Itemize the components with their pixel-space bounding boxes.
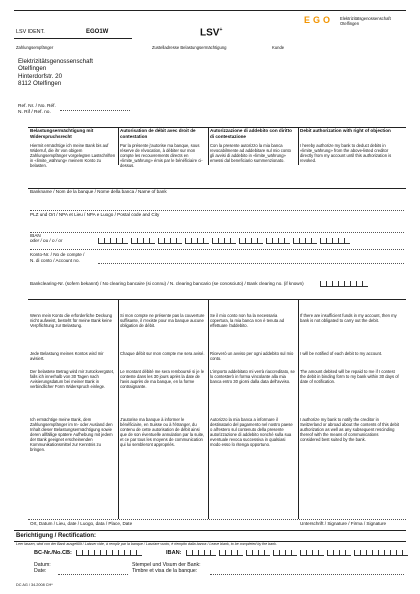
para-2-it: Riceverò un avviso per ogni addebito sul mio conto.: [210, 351, 294, 361]
payee-address: [18, 58, 93, 87]
para-3-en: The amount debited will be repaid to me if I contest the debit in binding form to my bank within 30 days of date of notification.: [300, 369, 399, 384]
stempel-label: Stempel und Visum der Bank:: [132, 562, 201, 568]
rect-iban-boxes[interactable]: [186, 550, 408, 556]
company-line2: Otelfingen: [340, 21, 360, 26]
konto-input-line[interactable]: [98, 263, 404, 264]
payee-address-line: 8112 Otelfingen: [18, 79, 62, 87]
footer-code: DC AG / 34.2008 CH*: [16, 583, 53, 587]
col-body-en: I hereby authorize my bank to deduct debits in «limite_währung» from the above-listed creditor directly from my account until this authorization is revoked.: [300, 143, 392, 163]
para-4-de: Ich ermächtige meine Bank, dem Zahlungsempfänger im In- oder Ausland den Inhalt dieser Belastungsermächtigung sowie deren allfällige spätere Aufhebung mit jedem der Bank geeignet erscheinenden Kommunikationsmittel zur Kenntnis zu bringen.: [30, 417, 113, 452]
plz-input-line[interactable]: [30, 232, 404, 233]
form-label: LSV IDENT.: [16, 29, 45, 35]
bank-label: Bankname / Nom de la banque / Nome della banca / Name of bank: [30, 189, 167, 194]
ref-label: Ref. Nr. / No. Réf.: [18, 104, 56, 109]
para-divider: [208, 299, 209, 519]
rect-iban-label: IBAN:: [166, 550, 182, 556]
top-rule: [14, 10, 406, 11]
col-body-it: Con la presente autorizzo la mia banca revocabilmente ad addebitare sul mio conto gli avvisi di addebito in «limite_währung» emessi dal beneficiario summenzionato.: [210, 143, 292, 163]
para-divider: [298, 299, 299, 519]
clearing-rule: [28, 299, 406, 300]
para-4-en: I authorize my bank to notify the creditor in Switzerland or abroad about the contents of this debit authorization as well as any subsequent rescinding thereof with the means of communications considered best suited by the bank.: [300, 417, 399, 442]
ident-value: EGO1W: [86, 29, 109, 35]
zustelladresse-label: Zustelladresse Belastungsermächtigung: [152, 45, 227, 50]
para-2-de: Jede Belastung meines Kontos wird mir avisiert.: [30, 351, 104, 361]
para-4-it: Autorizzo la mia banca a informare il destinatario del pagamento nel nostro paese o all'estero sul contenuto della presente autorizzazione di addebito nonché sulla sua eventuale revoca successiva in qualsiasi modo esso lo ritenga opportuno.: [210, 417, 293, 447]
para-divider: [118, 299, 119, 519]
iban-rule: [30, 249, 404, 250]
signature-rule: [14, 530, 406, 531]
timbre-label: Timbre et visa de la banque:: [132, 568, 198, 574]
ref-input-line[interactable]: [60, 110, 130, 111]
form-title: LSV+: [200, 27, 223, 39]
col-body-fr: Par la présente j'autorise ma banque, sous réserve de révocation, à débiter sur mon compte les recouvrements directs en «limite_währung» émis par le bénéficiaire ci-dessus.: [120, 143, 203, 168]
col-title-de: Belastungsermächtigung mit Widerspruchsrecht: [30, 128, 94, 139]
para-1-en: If there are insufficient funds in my account, then my bank is not obligated to carry out the debit.: [300, 313, 397, 323]
clearing-label: Bankclearing-Nr. (sofern bekannt) / No clearing bancaire (si connu) / N. clearing bancario (se conosciuto) / Bank clearing no. (if known): [30, 281, 304, 286]
place-date-label: Ort, Datum / Lieu, date / Luogo, data / Place, Date: [30, 521, 133, 526]
payee-label: Zahlungsempfänger: [16, 45, 54, 50]
payee-address-line: Hinterdorfstr. 20: [18, 72, 63, 80]
col-divider: [208, 127, 209, 165]
payee-address-line: Otelfingen: [18, 65, 47, 73]
ego-logo: EGO: [304, 15, 334, 25]
bank-input-line[interactable]: [30, 210, 404, 211]
datum-label: Datum:: [34, 562, 51, 568]
para-3-fr: Le montant débité me sera remboursé si je le conteste dans les 30 jours après la date de l'avis auprès de ma banque, en la forme contraignante.: [120, 369, 205, 389]
signature-input-line[interactable]: [28, 519, 406, 520]
iban-label: IBAN: [30, 233, 41, 238]
rect-date-input[interactable]: [58, 574, 128, 575]
ref-label-2: N. Rif / Ref. no.: [18, 110, 51, 115]
col-body-de: Hiermit ermächtige ich meine Bank bis auf Widerruf, die ihr von obigem Zahlungsempfänger vorgelegten Lastschriften in «limite_währung» meinem Konto zu belasten.: [30, 143, 116, 168]
para-3-de: Der belastete Betrag wird mir zurückvergütet, falls ich innerhalb von 30 Tagen nach Avisierungsdatum bei meiner Bank in verbindlicher Form Widerspruch einlege.: [30, 369, 115, 389]
para-2-fr: Chaque débit sur mon compte me sera avisé.: [120, 351, 205, 356]
para-1-it: Se il mio conto non ha la necessaria copertura, la mia banca non è tenuta ad effettuare l'addebito.: [210, 313, 285, 328]
signature-label: Unterschrift / Signature / Firma / Signature: [300, 521, 387, 526]
col-divider: [118, 127, 119, 165]
para-3-it: L'importo addebitato mi verrà riaccreditato, se lo contesterò in forma vincolante alla mia banca entro 30 giorni dalla data dell'avviso.: [210, 369, 295, 384]
col-title-en: Debit authorization with right of objection: [300, 128, 391, 133]
rectification-title: Berichtigung / Rectification:: [16, 533, 97, 539]
iban-boxes[interactable]: [98, 238, 350, 244]
bc-boxes[interactable]: [76, 550, 142, 556]
plz-label: PLZ und Ort / NPA et Lieu / NPA e Luogo / Postal code and City: [30, 212, 160, 217]
col-title-it: Autorizzazione di addebito con diritto di contestazione: [210, 128, 292, 139]
kunde-label: Kunde: [272, 45, 285, 50]
stamp-input-line[interactable]: [210, 574, 404, 575]
iban-sub-label: oder / ou / o / or: [30, 238, 63, 243]
payee-address-line: Elektrizitätsgenossenschaft: [18, 58, 93, 65]
col-divider: [298, 127, 299, 165]
rectification-note: Leer lassen, wird von der Bank ausgefüllt / Laisser vide, à remplir par la banque / Lasciare vuoto, è riempito dalla banca / Leave blank, to be completed by the bank.: [16, 542, 277, 546]
col-title-fr: Autorisation de débit avec droit de contestation: [120, 128, 196, 139]
konto-label: Konto-Nr. / No de compte / N. di conto / Account no.: [30, 252, 85, 263]
para-1-fr: Si mon compte ne présente pas la couverture suffisante, il n'existe pour ma banque aucune obligation de débit.: [120, 313, 205, 328]
ident-rule: [14, 38, 132, 39]
clearing-boxes[interactable]: [320, 281, 368, 287]
company-line1: Elektrizitätsgenossenschaft: [340, 16, 391, 21]
para-2-en: I will be notified of each debit to my account.: [300, 351, 383, 356]
para-1-de: Wenn mein Konto die erforderliche Deckung nicht aufweist, besteht für meine Bank keine Verpflichtung zur Belastung.: [30, 313, 113, 328]
bc-label: BC-Nr./No.CB:: [34, 550, 72, 556]
date-label: Date:: [34, 568, 47, 574]
para-4-fr: J'autorise ma banque à informer le bénéficiaire, en Suisse ou à l'étranger, du contenu de cette autorisation de débit ainsi que de son éventuelle annulation par la suite, et ce par tous les moyens de communication qui lui sembleront appropriés.: [120, 417, 205, 447]
